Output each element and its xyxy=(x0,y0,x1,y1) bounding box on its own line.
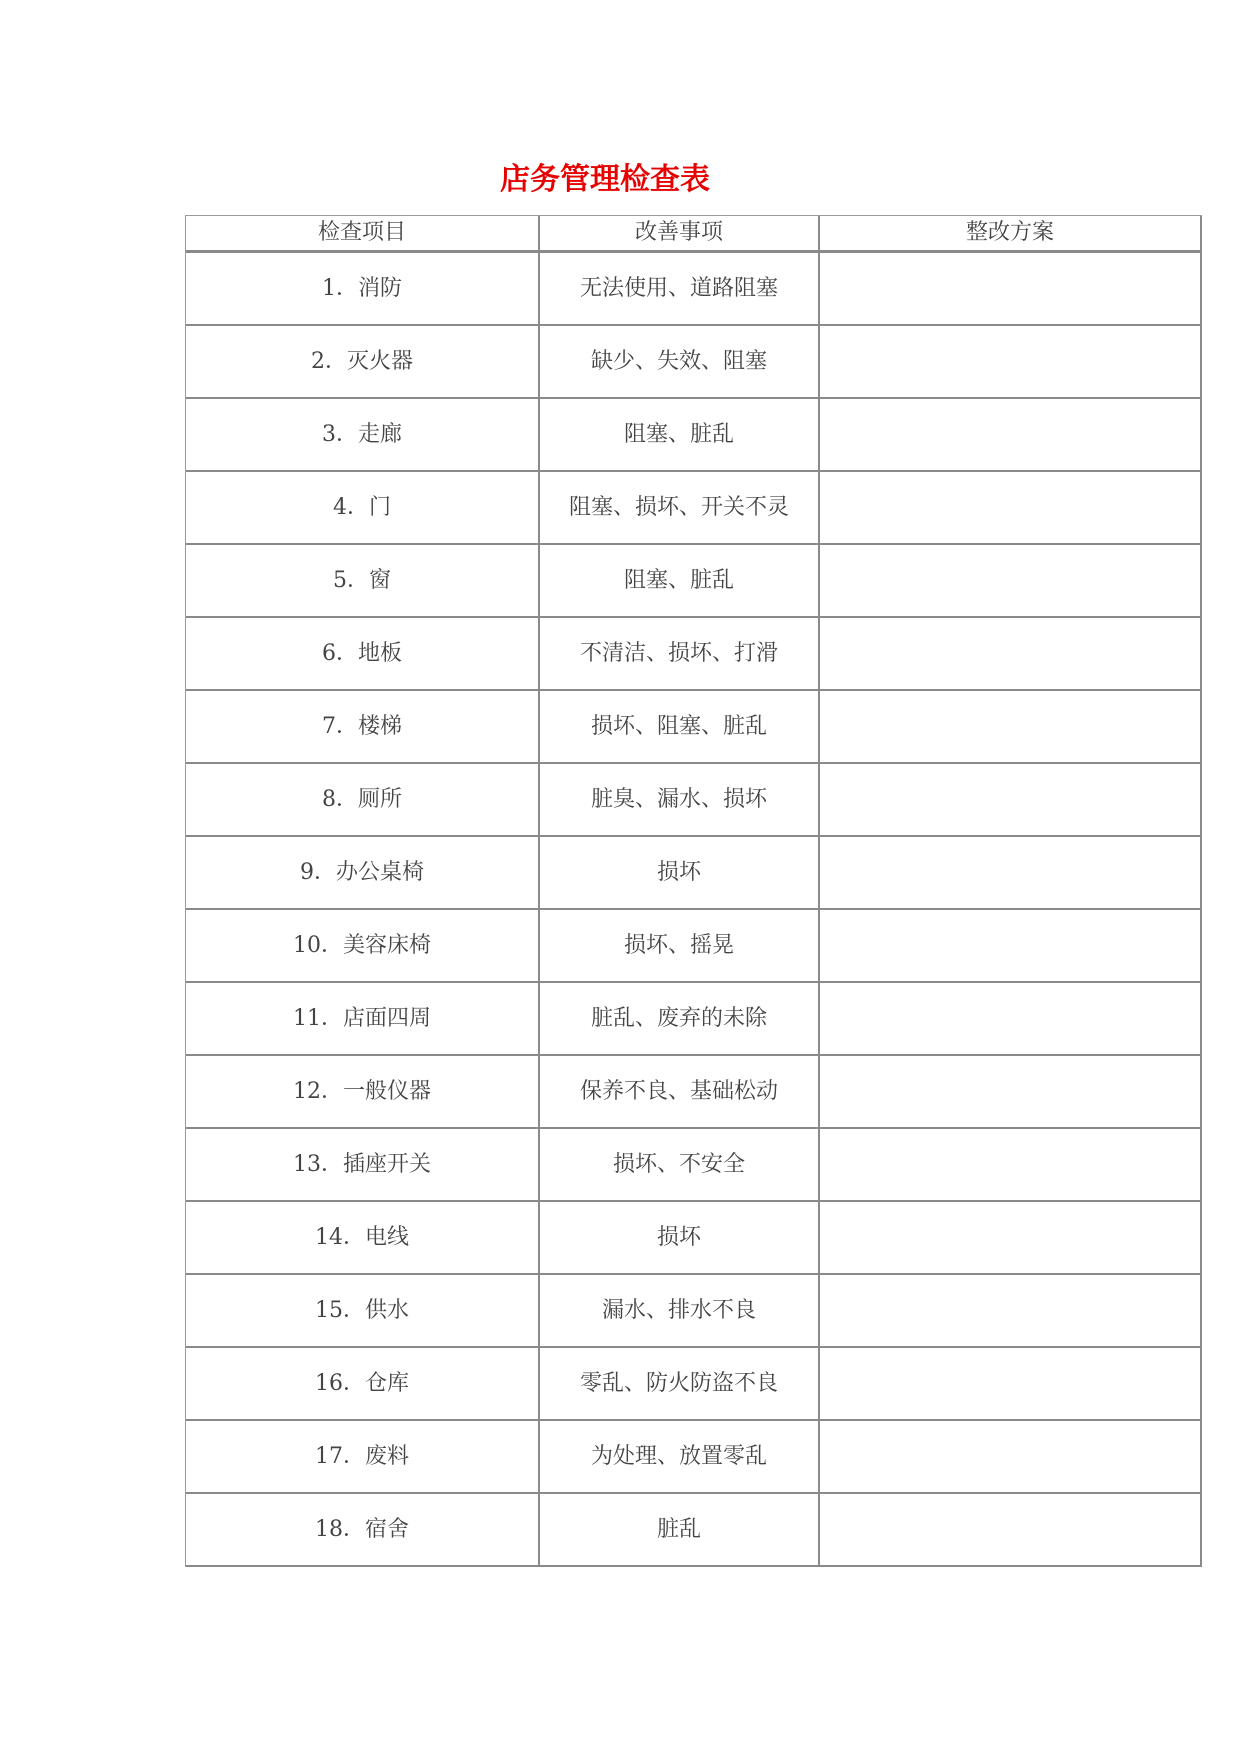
rectification-plan-cell xyxy=(820,1202,1202,1275)
rectification-plan-cell xyxy=(820,1129,1202,1202)
table-row xyxy=(186,910,1202,983)
check-item-cell: 13．插座开关 xyxy=(186,1129,540,1202)
table-row xyxy=(186,1202,1202,1275)
check-item-cell: 14．电线 xyxy=(186,1202,540,1275)
rectification-plan-cell xyxy=(820,837,1202,910)
table-row xyxy=(186,691,1202,764)
table-row xyxy=(186,326,1202,399)
rectification-plan-cell xyxy=(820,910,1202,983)
rectification-plan-cell xyxy=(820,983,1202,1056)
improvement-item-cell: 阻塞、脏乱 xyxy=(540,399,820,472)
table-row xyxy=(186,1275,1202,1348)
improvement-item-cell: 损坏、不安全 xyxy=(540,1129,820,1202)
rectification-plan-cell xyxy=(820,1494,1202,1567)
rectification-plan-cell xyxy=(820,764,1202,837)
improvement-item-cell: 损坏 xyxy=(540,837,820,910)
improvement-item-cell: 不清洁、损坏、打滑 xyxy=(540,618,820,691)
document-title: 店务管理检查表 xyxy=(500,162,710,197)
check-item-cell: 6．地板 xyxy=(186,618,540,691)
rectification-plan-cell xyxy=(820,618,1202,691)
check-item-cell: 3．走廊 xyxy=(186,399,540,472)
check-item-cell: 8．厕所 xyxy=(186,764,540,837)
table-row xyxy=(186,1348,1202,1421)
table-row xyxy=(186,472,1202,545)
check-item-cell: 1．消防 xyxy=(186,253,540,326)
rectification-plan-cell xyxy=(820,472,1202,545)
rectification-plan-cell xyxy=(820,326,1202,399)
table-row xyxy=(186,983,1202,1056)
improvement-item-cell: 脏乱 xyxy=(540,1494,820,1567)
check-item-cell: 18．宿舍 xyxy=(186,1494,540,1567)
improvement-item-cell: 阻塞、脏乱 xyxy=(540,545,820,618)
header-rectification-plan: 整改方案 xyxy=(820,216,1202,253)
improvement-item-cell: 损坏 xyxy=(540,1202,820,1275)
table-row xyxy=(186,618,1202,691)
table-row xyxy=(186,1494,1202,1567)
check-item-cell: 9．办公桌椅 xyxy=(186,837,540,910)
table-row xyxy=(186,253,1202,326)
check-item-cell: 12．一般仪器 xyxy=(186,1056,540,1129)
inspection-table xyxy=(185,215,1202,1567)
check-item-cell: 2．灭火器 xyxy=(186,326,540,399)
table-body xyxy=(186,253,1202,1567)
improvement-item-cell: 无法使用、道路阻塞 xyxy=(540,253,820,326)
rectification-plan-cell xyxy=(820,545,1202,618)
header-check-item: 检查项目 xyxy=(186,216,540,253)
improvement-item-cell: 零乱、防火防盗不良 xyxy=(540,1348,820,1421)
rectification-plan-cell xyxy=(820,1421,1202,1494)
check-item-cell: 11．店面四周 xyxy=(186,983,540,1056)
rectification-plan-cell xyxy=(820,253,1202,326)
table-row xyxy=(186,764,1202,837)
improvement-item-cell: 损坏、摇晃 xyxy=(540,910,820,983)
table-row xyxy=(186,545,1202,618)
improvement-item-cell: 保养不良、基础松动 xyxy=(540,1056,820,1129)
improvement-item-cell: 阻塞、损坏、开关不灵 xyxy=(540,472,820,545)
table-row xyxy=(186,1421,1202,1494)
check-item-cell: 17．废料 xyxy=(186,1421,540,1494)
table-row xyxy=(186,1056,1202,1129)
check-item-cell: 10．美容床椅 xyxy=(186,910,540,983)
rectification-plan-cell xyxy=(820,1275,1202,1348)
table-header-row xyxy=(186,216,1202,253)
rectification-plan-cell xyxy=(820,1056,1202,1129)
improvement-item-cell: 漏水、排水不良 xyxy=(540,1275,820,1348)
improvement-item-cell: 脏乱、废弃的未除 xyxy=(540,983,820,1056)
check-item-cell: 15．供水 xyxy=(186,1275,540,1348)
check-item-cell: 7．楼梯 xyxy=(186,691,540,764)
header-improvement-items: 改善事项 xyxy=(540,216,820,253)
rectification-plan-cell xyxy=(820,1348,1202,1421)
rectification-plan-cell xyxy=(820,691,1202,764)
table-row xyxy=(186,837,1202,910)
improvement-item-cell: 为处理、放置零乱 xyxy=(540,1421,820,1494)
check-item-cell: 4．门 xyxy=(186,472,540,545)
table-row xyxy=(186,399,1202,472)
improvement-item-cell: 缺少、失效、阻塞 xyxy=(540,326,820,399)
improvement-item-cell: 脏臭、漏水、损坏 xyxy=(540,764,820,837)
table-row xyxy=(186,1129,1202,1202)
improvement-item-cell: 损坏、阻塞、脏乱 xyxy=(540,691,820,764)
rectification-plan-cell xyxy=(820,399,1202,472)
check-item-cell: 16．仓库 xyxy=(186,1348,540,1421)
check-item-cell: 5．窗 xyxy=(186,545,540,618)
